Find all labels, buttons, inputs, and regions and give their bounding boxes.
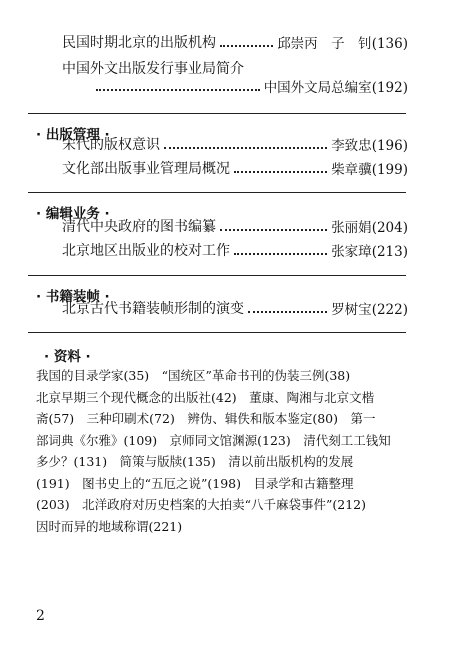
- toc-entry-page: (196): [371, 138, 408, 154]
- toc-entry-author: 罗树宝: [331, 302, 372, 318]
- toc-entry-page: (204): [371, 220, 408, 236]
- toc-entry-page: (136): [371, 36, 408, 52]
- toc-entry-title: 清代中央政府的图书编纂: [62, 219, 216, 235]
- materials-line: (191) 图书史上的“五厄之说”(198) 目录学和古籍整理: [36, 475, 354, 491]
- toc-entry-title: 民国时期北京的出版机构: [62, 35, 216, 51]
- toc-entry: [96, 76, 408, 96]
- section-heading: · 资料 ·: [44, 349, 91, 365]
- dot-leader: [234, 171, 327, 173]
- materials-line: 因时而异的地域称谓(221): [36, 518, 183, 534]
- toc-entry-page: (213): [371, 244, 408, 260]
- toc-entry: [62, 32, 408, 52]
- toc-entry: [62, 158, 408, 178]
- materials-line: (203) 北洋政府对历史档案的大拍卖“八千麻袋事件”(212): [36, 497, 367, 512]
- toc-entry-author: 中国外文局总编室: [263, 80, 372, 96]
- materials-paragraph: [36, 365, 414, 537]
- dot-leader: [234, 253, 327, 255]
- toc-entry-title: 中国外文出版发行事业局简介: [62, 61, 244, 77]
- toc-entry-title: 北京地区出版业的校对工作: [62, 243, 230, 259]
- dot-leader: [220, 45, 273, 47]
- materials-line: 多少？(131) 简策与版牍(135) 清以前出版机构的发展: [36, 454, 354, 469]
- section-heading: · 书籍装帧 ·: [36, 289, 110, 305]
- section-divider: [28, 113, 406, 114]
- section-heading: · 编辑业务 ·: [36, 206, 110, 222]
- section-divider: [28, 192, 406, 193]
- toc-entry-author: 张丽娟: [331, 220, 372, 236]
- toc-entry-title: 北京古代书籍装帧形制的演变: [62, 301, 244, 317]
- toc-entry-title: 文化部出版事业管理局概况: [62, 161, 230, 177]
- toc-entry: [62, 216, 408, 236]
- toc-entry-page: (222): [371, 302, 408, 318]
- dot-leader: [248, 311, 327, 313]
- toc-entry-author: 柴章骥: [331, 162, 372, 178]
- toc-entry: [62, 134, 408, 154]
- toc-entry: [62, 240, 408, 260]
- page-number: 2: [36, 608, 45, 624]
- materials-line: 北京早期三个现代概念的出版社(42) 董康、陶湘与北京文楷: [36, 389, 375, 405]
- materials-line: 我国的目录学家(35) “国统区”革命书刊的伪装三例(38): [36, 368, 351, 383]
- section-heading: · 出版管理 ·: [36, 127, 110, 143]
- section-divider: [28, 332, 406, 333]
- dot-leader: [164, 147, 327, 149]
- toc-entry-page: (199): [371, 162, 408, 178]
- toc-entry-author: 李致忠: [331, 138, 372, 154]
- materials-line: 斋(57) 三种印刷术(72) 辨伪、辑佚和版本鉴定(80) 第一: [36, 411, 376, 426]
- materials-line: 部词典《尔雅》(109) 京师同文馆渊源(123) 清代刻工工钱知: [36, 432, 391, 448]
- toc-entry-author: 邱崇丙 子 钊: [277, 36, 372, 52]
- toc-entry: [62, 298, 408, 318]
- section-divider: [28, 275, 406, 276]
- toc-entry-title: 宋代的版权意识: [62, 137, 160, 153]
- toc-entry-page: (192): [371, 80, 408, 96]
- dot-leader: [220, 229, 327, 231]
- dot-leader: [96, 89, 260, 91]
- toc-entry-author: 张家璋: [331, 244, 372, 260]
